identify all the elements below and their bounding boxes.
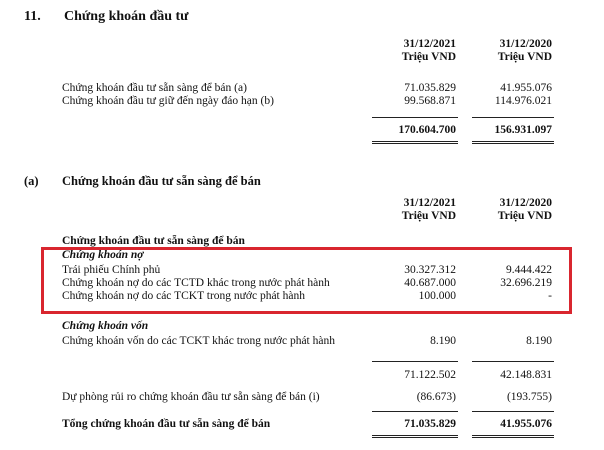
double-rule [372,141,458,144]
rule [372,411,458,412]
double-rule [472,435,554,438]
grand-total-2020: 41.955.076 [500,418,552,430]
col-2020-date: 31/12/2020 [499,38,552,50]
col-2021-unit: Triệu VND [401,51,456,63]
row-label: Chứng khoán đầu tư sẵn sàng để bán (a) [62,82,247,94]
rule [472,411,554,412]
row-label: Chứng khoán đầu tư giữ đến ngày đáo hạn (b) [62,95,274,107]
debt-heading: Chứng khoán nợ [62,249,144,261]
row-value-2021: 71.035.829 [404,82,456,94]
rule [472,361,554,362]
equity-row-2020: 8.190 [526,335,552,347]
group-heading: Chứng khoán đầu tư sẵn sàng để bán [62,235,245,247]
debt-row-2020: 32.696.219 [500,277,552,289]
col-2021-date: 31/12/2021 [403,197,456,209]
provision-label: Dự phòng rủi ro chứng khoán đầu tư sẵn sàng để bán (i) [62,391,320,403]
section-title: Chứng khoán đầu tư [64,9,189,24]
col-2020-unit: Triệu VND [497,210,552,222]
debt-row-label: Chứng khoán nợ do các TCTD khác trong nước phát hành [62,277,330,289]
double-rule [372,435,458,438]
debt-row-2020: - [548,290,552,302]
col-2020-unit: Triệu VND [497,51,552,63]
debt-row-2021: 40.687.000 [404,277,456,289]
subtotal-2020: 42.148.831 [500,369,552,381]
equity-row-2021: 8.190 [430,335,456,347]
debt-row-2021: 100.000 [418,290,456,302]
subsection-marker: (a) [24,174,39,188]
row-value-2021: 99.568.871 [404,95,456,107]
rule [372,361,458,362]
total-2020: 156.931.097 [494,124,552,136]
subtotal-2021: 71.122.502 [404,369,456,381]
col-2020-date: 31/12/2020 [499,197,552,209]
grand-total-2021: 71.035.829 [404,418,456,430]
debt-row-2021: 30.327.312 [404,264,456,276]
row-value-2020: 114.976.021 [494,95,552,107]
provision-2021: (86.673) [416,391,456,403]
section-number: 11. [24,9,41,24]
col-2021-unit: Triệu VND [401,210,456,222]
total-2021: 170.604.700 [398,124,456,136]
row-value-2020: 41.955.076 [500,82,552,94]
grand-total-label: Tổng chứng khoán đầu tư sẵn sàng để bán [62,418,271,430]
provision-2020: (193.755) [506,391,552,403]
rule [472,117,554,118]
equity-heading: Chứng khoán vốn [62,320,149,332]
double-rule [472,141,554,144]
rule [372,117,458,118]
col-2021-date: 31/12/2021 [403,38,456,50]
debt-row-2020: 9.444.422 [506,264,552,276]
subsection-title: Chứng khoán đầu tư sẵn sàng để bán [62,174,261,188]
debt-row-label: Chứng khoán nợ do các TCKT trong nước phát hành [62,290,305,302]
debt-row-label: Trái phiếu Chính phủ [62,264,161,276]
equity-row-label: Chứng khoán vốn do các TCKT khác trong nước phát hành [62,335,335,347]
